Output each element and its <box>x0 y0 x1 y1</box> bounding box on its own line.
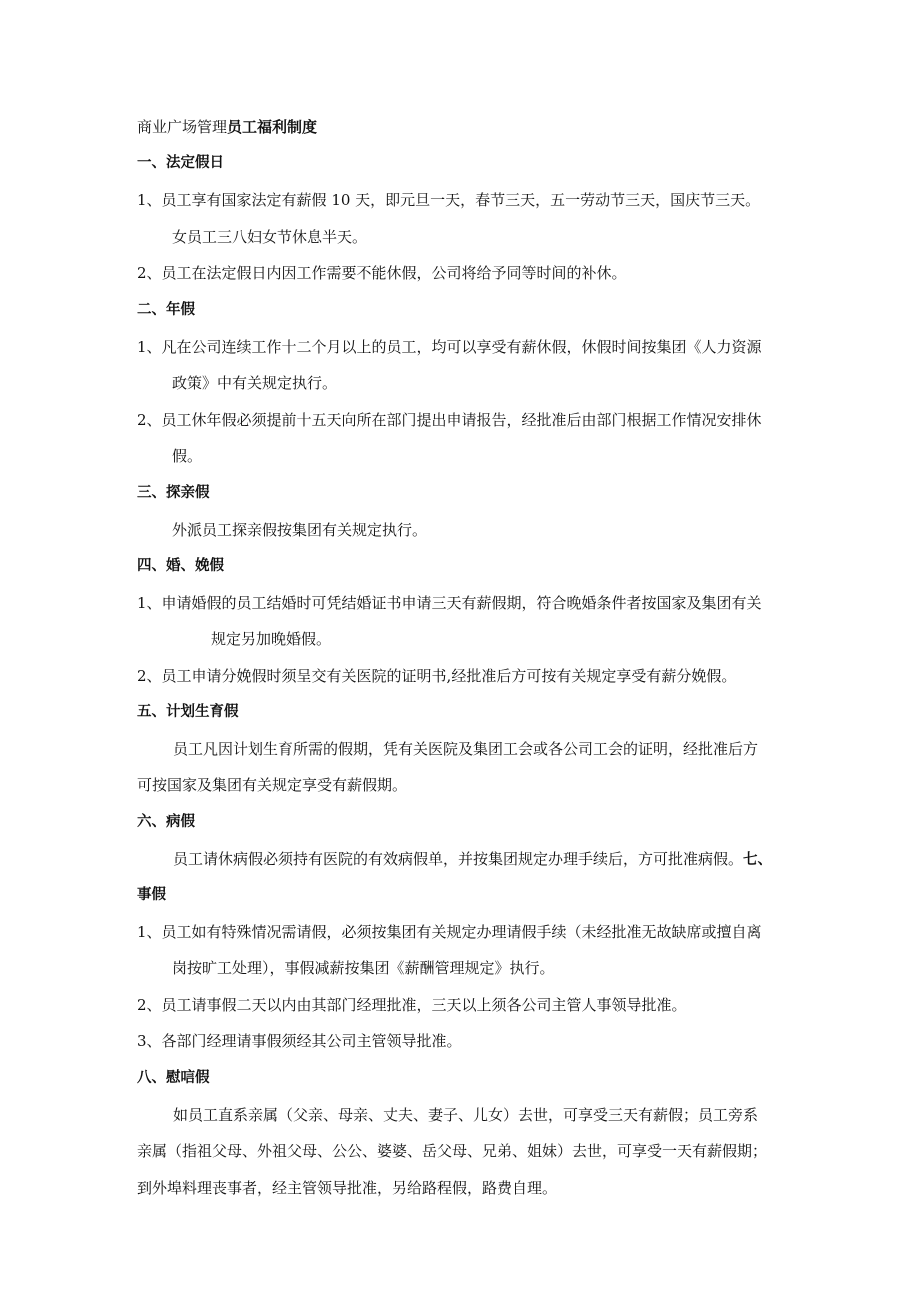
s1-item-2: 2、员工在法定假日内因工作需要不能休假，公司将给予同等时间的补休。 <box>137 264 627 282</box>
section-heading-2: 二、年假 <box>137 302 195 318</box>
s6-paragraph-text: 员工请休病假必须持有医院的有效病假单，并按集团规定办理手续后，方可批准病假。 <box>173 850 744 868</box>
s2-item-2-line-2: 假。 <box>172 447 203 465</box>
section-heading-7-number: 七、 <box>743 852 773 868</box>
s4-item-2: 2、员工申请分娩假时须呈交有关医院的证明书,经批准后方可按有关规定享受有薪分娩假。 <box>137 667 737 685</box>
s7-item-1-line-1: 1、员工如有特殊情况需请假，必须按集团有关规定办理请假手续（未经批准无故缺席或擅自离 <box>137 923 762 941</box>
section-heading-7: 事假 <box>137 887 166 903</box>
s6-paragraph-line-1 <box>173 849 772 870</box>
section-heading-4: 四、婚、娩假 <box>137 558 224 574</box>
section-heading-1: 一、法定假日 <box>137 155 224 171</box>
document-title-main: 员工福利制度 <box>227 118 318 136</box>
s5-paragraph-line-2: 可按国家及集团有关规定享受有薪假期。 <box>137 776 408 794</box>
s7-item-1-line-2: 岗按旷工处理），事假减薪按集团《薪酬管理规定》执行。 <box>172 959 555 977</box>
section-heading-5: 五、计划生育假 <box>137 704 239 720</box>
s8-paragraph-line-2: 亲属（指祖父母、外祖父母、公公、婆婆、岳父母、兄弟、姐妹）去世，可享受一天有薪假期； <box>137 1142 768 1160</box>
s2-item-2-line-1: 2、员工休年假必须提前十五天向所在部门提出申请报告，经批准后由部门根据工作情况安排休 <box>137 411 762 429</box>
s4-item-1-line-1: 1、申请婚假的员工结婚时可凭结婚证书申请三天有薪假期，符合晚婚条件者按国家及集团有关 <box>137 594 762 612</box>
s4-item-1-line-2: 规定另加晚婚假。 <box>211 630 332 648</box>
s7-item-2: 2、员工请事假二天以内由其部门经理批准，三天以上须各公司主管人事领导批准。 <box>137 996 687 1014</box>
s2-item-1-line-2: 政策》中有关规定执行。 <box>172 374 338 392</box>
section-heading-3: 三、探亲假 <box>137 485 210 501</box>
s3-paragraph: 外派员工探亲假按集团有关规定执行。 <box>172 521 428 539</box>
section-heading-8: 八、慰唁假 <box>137 1070 210 1086</box>
s7-item-3: 3、各部门经理请事假须经其公司主管领导批准。 <box>137 1032 462 1050</box>
s5-paragraph-line-1: 员工凡因计划生育所需的假期，凭有关医院及集团工会或各公司工会的证明，经批准后方 <box>173 740 759 758</box>
s8-paragraph-line-1: 如员工直系亲属（父亲、母亲、丈夫、妻子、儿女）去世，可享受三天有薪假；员工旁系 <box>173 1106 759 1124</box>
document-title-prefix: 商业广场管理 <box>137 118 228 136</box>
section-heading-6: 六、病假 <box>137 814 195 830</box>
s8-paragraph-line-3: 到外埠料理丧事者，经主管领导批准，另给路程假，路费自理。 <box>137 1179 558 1197</box>
s1-item-1-line-2: 女员工三八妇女节休息半天。 <box>172 228 368 246</box>
document-title <box>137 117 317 137</box>
s2-item-1-line-1: 1、凡在公司连续工作十二个月以上的员工，均可以享受有薪休假，休假时间按集团《人力资源 <box>137 338 762 356</box>
s1-item-1-line-1: 1、员工享有国家法定有薪假 10 天，即元旦一天，春节三天，五一劳动节三天，国庆节三天。 <box>137 191 761 209</box>
